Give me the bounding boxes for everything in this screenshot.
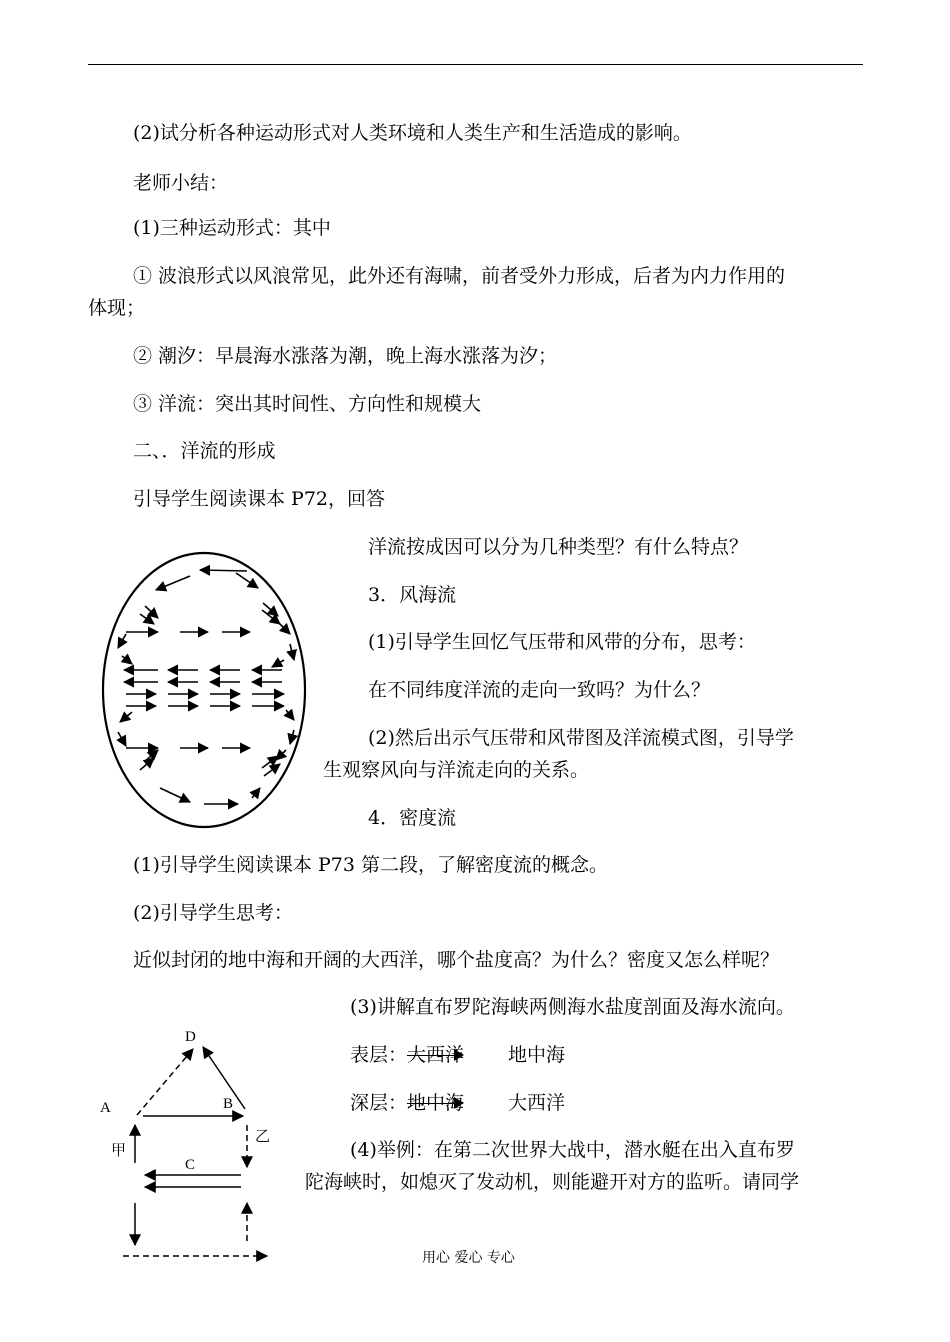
label-jia: 甲 xyxy=(111,1143,127,1159)
paragraph: 体现； xyxy=(88,297,146,319)
ocean-current-diagram xyxy=(100,548,315,838)
paragraph: 近似封闭的地中海和开阔的大西洋，哪个盐度高？为什么？密度又怎么样呢？ xyxy=(133,949,780,971)
paragraph: (1)引导学生回忆气压带和风带的分布，思考： xyxy=(368,631,756,653)
surface-to: 地中海 xyxy=(508,1044,566,1066)
label-a: A xyxy=(100,1100,111,1116)
header-rule xyxy=(88,64,863,65)
paragraph: (2)然后出示气压带和风带图及洋流模式图，引导学 xyxy=(368,727,794,749)
paragraph: 生观察风向与洋流走向的关系。 xyxy=(323,759,590,781)
subheading: 3．风海流 xyxy=(368,584,457,606)
deep-label: 深层： xyxy=(350,1092,408,1114)
paragraph: (1)三种运动形式：其中 xyxy=(133,217,331,239)
paragraph: ② 潮汐：早晨海水涨落为潮，晚上海水涨落为汐； xyxy=(133,345,558,367)
paragraph: (3)讲解直布罗陀海峡两侧海水盐度剖面及海水流向。 xyxy=(350,996,795,1018)
paragraph: 在不同纬度洋流的走向一致吗？为什么？ xyxy=(368,679,711,701)
section-heading: 二、．洋流的形成 xyxy=(133,440,276,462)
density-current-diagram xyxy=(95,1025,295,1265)
label-c: C xyxy=(185,1157,196,1173)
paragraph: ① 波浪形式以风浪常见，此外还有海啸，前者受外力形成，后者为内力作用的 xyxy=(133,265,786,287)
label-yi: 乙 xyxy=(255,1129,271,1145)
paragraph: (4)举例：在第二次世界大战中，潜水艇在出入直布罗 xyxy=(350,1139,795,1161)
paragraph: 老师小结： xyxy=(133,172,229,194)
deep-flow-line xyxy=(350,1091,565,1115)
page-footer: 用心 爱心 专心 xyxy=(422,1250,515,1266)
paragraph: (1)引导学生阅读课本 P73 第二段，了解密度流的概念。 xyxy=(133,854,608,876)
paragraph: (2)引导学生思考： xyxy=(133,902,293,924)
deep-to: 大西洋 xyxy=(508,1092,566,1114)
label-d: D xyxy=(185,1029,196,1045)
surface-flow-line xyxy=(350,1043,565,1067)
paragraph: 引导学生阅读课本 P72，回答 xyxy=(133,488,386,510)
surface-from: 大西洋 xyxy=(407,1044,465,1066)
label-b: B xyxy=(223,1096,234,1112)
paragraph: ③ 洋流：突出其时间性、方向性和规模大 xyxy=(133,393,482,415)
surface-label: 表层： xyxy=(350,1044,408,1066)
paragraph: 洋流按成因可以分为几种类型？有什么特点？ xyxy=(368,536,749,558)
paragraph: (2)试分析各种运动形式对人类环境和人类生产和生活造成的影响。 xyxy=(133,122,692,144)
deep-from: 地中海 xyxy=(407,1092,465,1114)
subheading: 4．密度流 xyxy=(368,807,457,829)
paragraph: 陀海峡时，如熄灭了发动机，则能避开对方的监听。请同学 xyxy=(305,1171,800,1193)
